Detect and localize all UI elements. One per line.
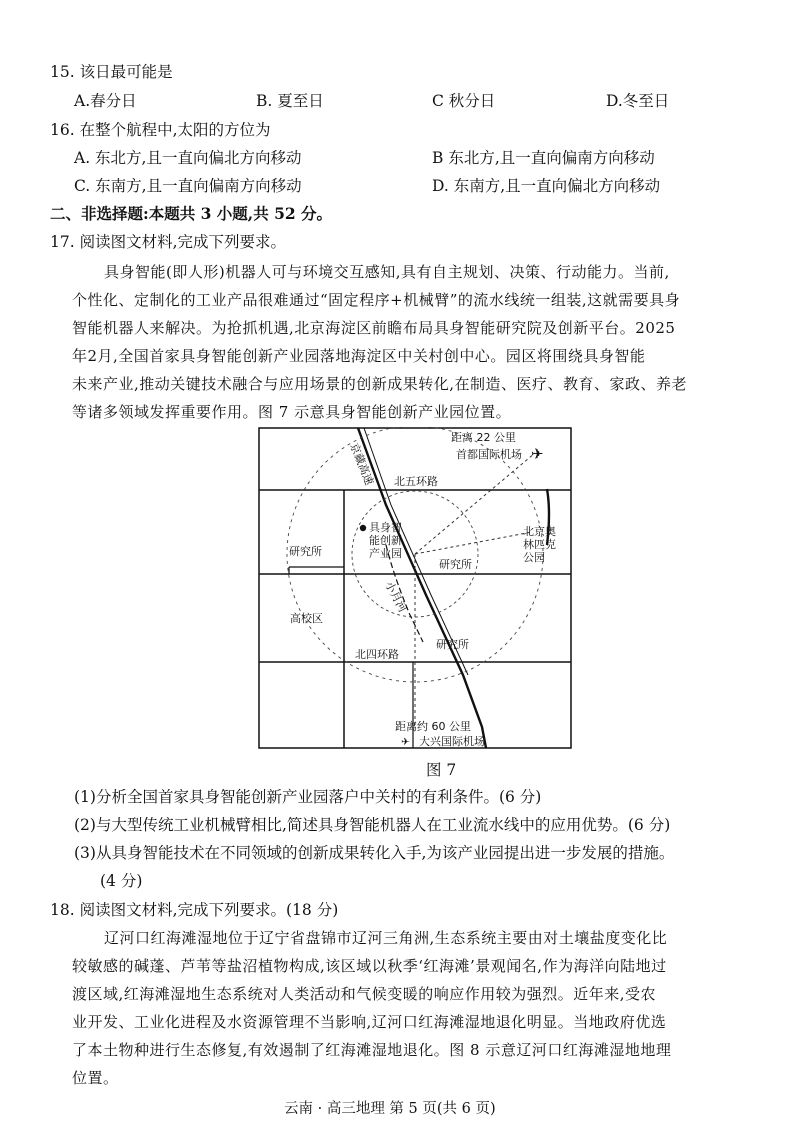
q18-stem: 18. 阅读图文材料,完成下列要求。(18 分)	[50, 901, 339, 919]
olympic-label-line-3: 公园	[523, 551, 545, 564]
q18-material-line: 较敏感的碱蓬、芦苇等盐沼植物构成,该区域以秋季‘红海滩’景观闻名,作为海洋向陆地过	[72, 957, 667, 975]
q17-sub-question-2: (2)与大型传统工业机械臂相比,简述具身智能机器人在工业流水线中的应用优势。(6 分)	[74, 816, 671, 834]
daxing-distance-label: 距离约 60 公里	[395, 720, 471, 733]
airplane-icon: ✈	[401, 737, 410, 748]
expressway-label: 京藏高速	[347, 441, 376, 487]
q17-material-line: 未来产业,推动关键技术融合与应用场景的创新成果转化,在制造、医疗、教育、家政、养老	[72, 375, 688, 393]
q17-material-line: 个性化、定制化的工业产品很难通过“固定程序+机械臂”的流水线统一组装,这就需要具身	[72, 291, 681, 309]
q17-sub-question-3: (3)从具身智能技术在不同领域的创新成果转化入手,为该产业园提出进一步发展的措施。	[74, 844, 675, 862]
line-to-capital-airport	[415, 453, 535, 554]
q18-material	[72, 924, 752, 1092]
airplane-icon: ✈	[531, 445, 544, 463]
page-footer: 云南 · 高三地理 第 5 页(共 6 页)	[284, 1101, 496, 1117]
q18-material-line: 渡区域,红海滩湿地生态系统对人类活动和气候变暖的响应作用较为强烈。近年来,受农	[72, 985, 657, 1003]
line-to-olympic-park	[415, 532, 532, 554]
q17-material-line: 等诸多领域发挥重要作用。图 7 示意具身智能创新产业园位置。	[72, 403, 512, 421]
figure-7-caption: 图 7	[426, 761, 457, 779]
olympic-label-line-2: 林匹克	[523, 538, 556, 551]
ring4-label: 北四环路	[355, 648, 399, 661]
institute-middle-label: 研究所	[439, 558, 472, 571]
river-label: 小月河	[382, 579, 410, 615]
park-label-line-3: 产业园	[369, 547, 402, 560]
q17-material-line: 智能机器人来解决。为抢抓机遇,北京海淀区前瞻布局具身智能研究院及创新平台。2025	[72, 319, 676, 337]
q18-material-line: 位置。	[72, 1069, 119, 1087]
ring5-label: 北五环路	[394, 475, 438, 488]
q16-option-c: C. 东南方,且一直向偏南方向移动	[74, 177, 302, 195]
q15-option-c: C 秋分日	[432, 92, 496, 110]
olympic-label-line-1: 北京奥	[523, 525, 556, 538]
q15-option-d: D.冬至日	[606, 92, 670, 110]
section-2-heading: 二、非选择题:本题共 3 小题,共 52 分。	[50, 204, 333, 223]
q17-material-line: 具身智能(即人形)机器人可与环境交互感知,具有自主规划、决策、行动能力。当前,	[104, 263, 670, 281]
q16-option-a: A. 东北方,且一直向偏北方向移动	[74, 149, 302, 167]
capital-airport-distance-label: 距离 22 公里	[451, 431, 516, 444]
park-marker	[360, 525, 366, 531]
institute-lower-label: 研究所	[436, 638, 469, 651]
q15-stem: 15. 该日最可能是	[50, 63, 173, 81]
q17-material	[72, 258, 752, 426]
q17-material-line: 年2月,全国首家具身智能创新产业园落地海淀区中关村创中心。园区将围绕具身智能	[72, 347, 646, 365]
q16-stem: 16. 在整个航程中,太阳的方位为	[50, 121, 271, 139]
q17-sub-question-3-score: (4 分)	[100, 872, 143, 890]
daxing-airport-label: 大兴国际机场	[419, 735, 485, 748]
q17-stem: 17. 阅读图文材料,完成下列要求。	[50, 233, 287, 251]
park-label-line-1: 具身智	[369, 521, 402, 534]
q18-material-line: 了本土物种进行生态修复,有效遏制了红海滩湿地退化。图 8 示意辽河口红海滩湿地地理	[72, 1041, 672, 1059]
q17-sub-question-1: (1)分析全国首家具身智能创新产业园落户中关村的有利条件。(6 分)	[74, 788, 542, 806]
college-label: 高校区	[290, 612, 323, 625]
q16-option-b: B 东北方,且一直向偏南方向移动	[432, 149, 655, 167]
q18-material-line: 业开发、工业化进程及水资源管理不当影响,辽河口红海滩湿地退化明显。当地政府优选	[72, 1013, 667, 1031]
park-label-line-2: 能创新	[369, 534, 402, 547]
q18-material-line: 辽河口红海滩湿地位于辽宁省盘锦市辽河三角洲,生态系统主要由对土壤盐度变化比	[104, 929, 668, 947]
figure-7-map	[258, 427, 572, 749]
capital-airport-label: 首都国际机场	[456, 448, 522, 461]
institute-left-label: 研究所	[289, 545, 322, 558]
q15-option-b: B. 夏至日	[256, 92, 324, 110]
q16-option-d: D. 东南方,且一直向偏北方向移动	[432, 177, 661, 195]
q15-option-a: A.春分日	[74, 92, 137, 110]
